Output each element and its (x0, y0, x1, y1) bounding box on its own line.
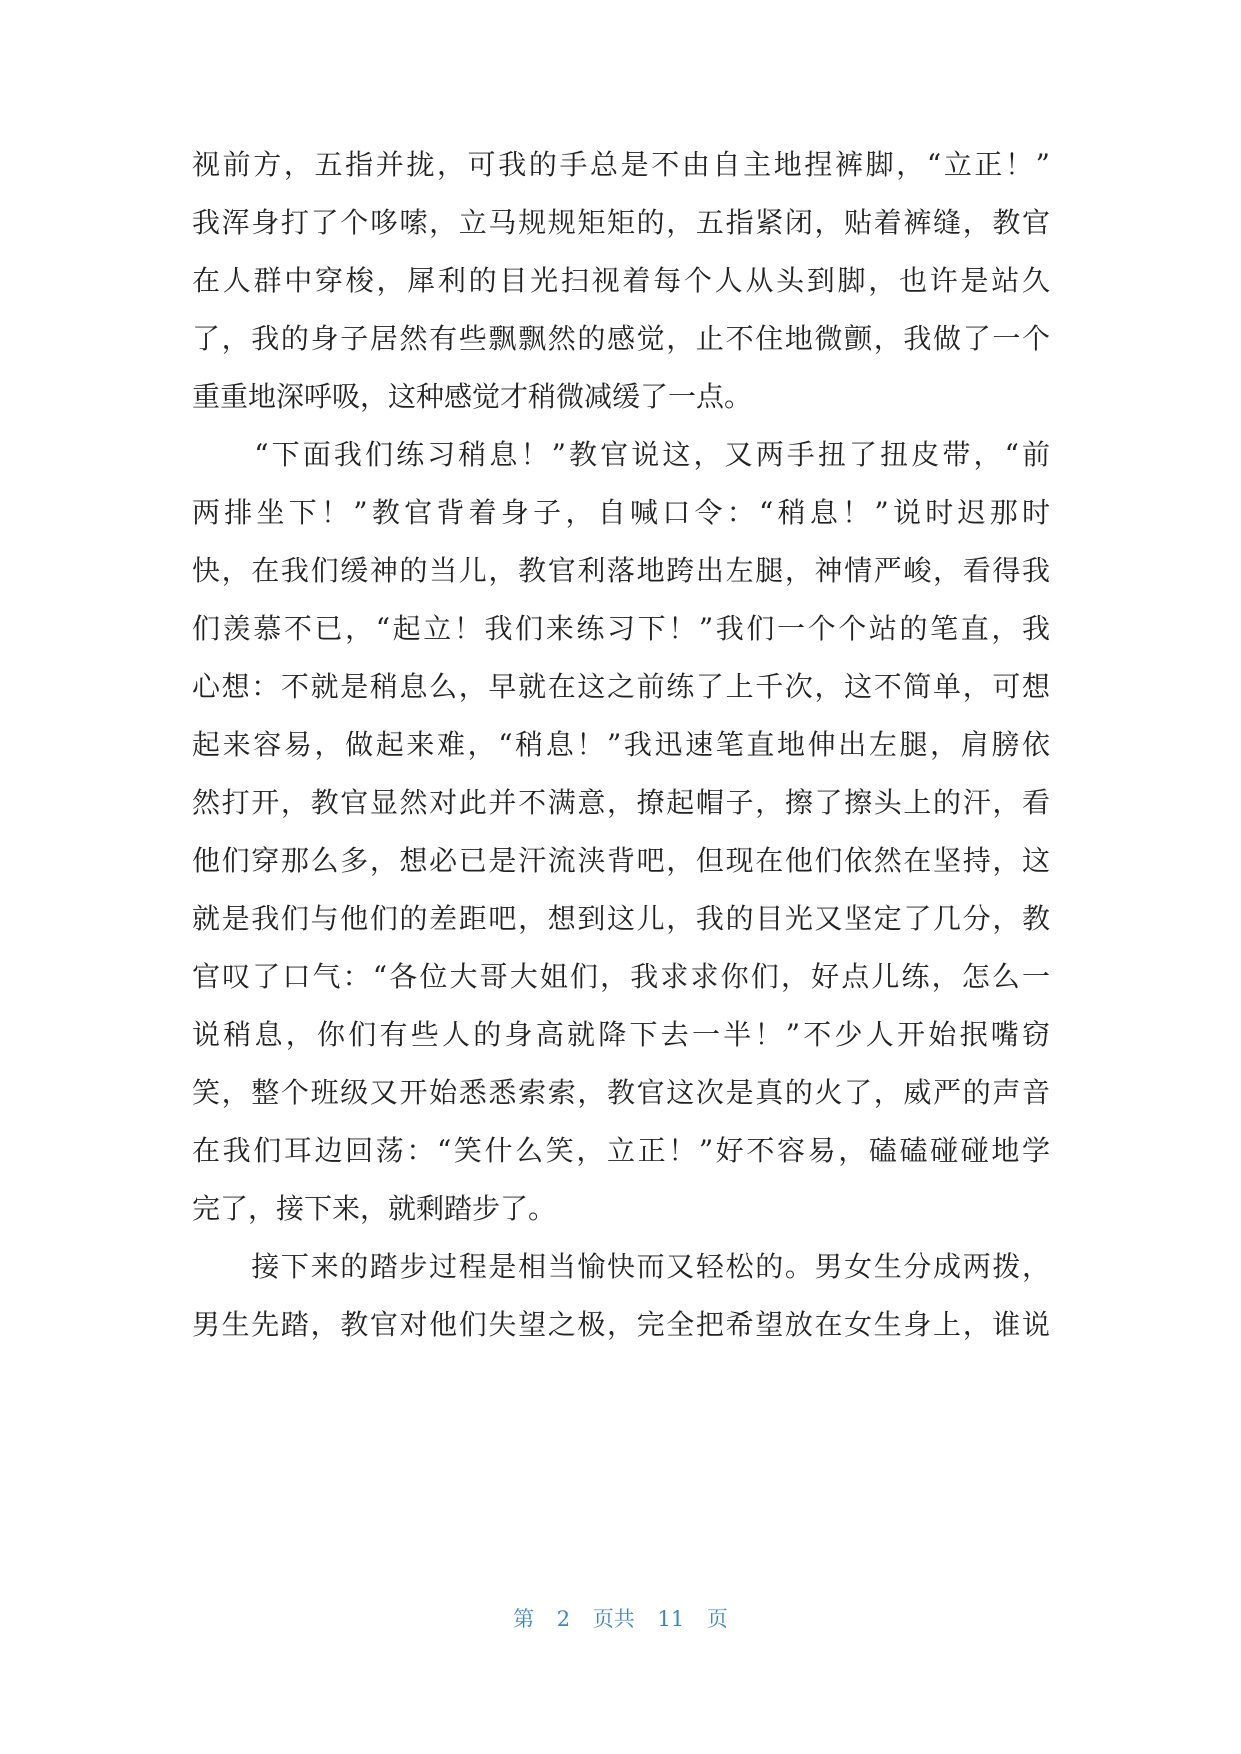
text-line-19: 完了，接下来，就剩踏步了。 (192, 1192, 557, 1225)
text-line-1: 视前方，五指并拢，可我的手总是不由自主地捏裤脚，“立正！” (192, 148, 1050, 181)
text-line-3: 在人群中穿梭，犀利的目光扫视着每个人从头到脚，也许是站久 (192, 264, 1050, 297)
text-line-2: 我浑身打了个哆嗦，立马规规矩矩的，五指紧闭，贴着裤缝，教官 (192, 206, 1050, 239)
footer-suffix: 页 (706, 1607, 728, 1631)
text-line-10: 心想：不就是稍息么，早就在这之前练了上千次，这不简单，可想 (192, 670, 1050, 703)
text-line-8: 快，在我们缓神的当儿，教官利落地跨出左腿，神情严峻，看得我 (192, 554, 1050, 587)
text-line-20: 接下来的踏步过程是相当愉快而又轻松的。男女生分成两拨， (192, 1250, 1050, 1283)
text-line-9: 们羡慕不已，“起立！我们来练习下！”我们一个个站的笔直，我 (192, 612, 1050, 645)
text-line-14: 就是我们与他们的差距吧，想到这儿，我的目光又坚定了几分，教 (192, 902, 1050, 935)
footer-total-pages: 11 (657, 1607, 685, 1631)
text-line-11: 起来容易，做起来难，“稍息！”我迅速笔直地伸出左腿，肩膀依 (192, 728, 1050, 761)
text-line-12: 然打开，教官显然对此并不满意，撩起帽子，擦了擦头上的汗，看 (192, 786, 1050, 819)
text-line-5: 重重地深呼吸，这种感觉才稍微减缓了一点。 (192, 380, 753, 413)
page-footer (0, 1604, 1241, 1634)
text-line-21: 男生先踏，教官对他们失望之极，完全把希望放在女生身上，谁说 (192, 1308, 1050, 1341)
text-line-7: 两排坐下！”教官背着身子，自喊口令：“稍息！”说时迟那时 (192, 496, 1050, 529)
footer-current-page: 2 (556, 1607, 571, 1631)
footer-middle: 页共 (592, 1607, 635, 1631)
text-line-17: 笑，整个班级又开始悉悉索索，教官这次是真的火了，威严的声音 (192, 1076, 1050, 1109)
text-line-15: 官叹了口气：“各位大哥大姐们，我求求你们，好点儿练，怎么一 (192, 960, 1050, 993)
text-line-4: 了，我的身子居然有些飘飘然的感觉，止不住地微颤，我做了一个 (192, 322, 1050, 355)
text-line-13: 他们穿那么多，想必已是汗流浃背吧，但现在他们依然在坚持，这 (192, 844, 1050, 877)
text-line-18: 在我们耳边回荡：“笑什么笑，立正！”好不容易，磕磕碰碰地学 (192, 1134, 1050, 1167)
text-line-16: 说稍息，你们有些人的身高就降下去一半！”不少人开始抿嘴窃 (192, 1018, 1050, 1051)
footer-prefix: 第 (513, 1607, 535, 1631)
text-line-6: “下面我们练习稍息！”教官说这，又两手扭了扭皮带，“前 (192, 438, 1050, 471)
